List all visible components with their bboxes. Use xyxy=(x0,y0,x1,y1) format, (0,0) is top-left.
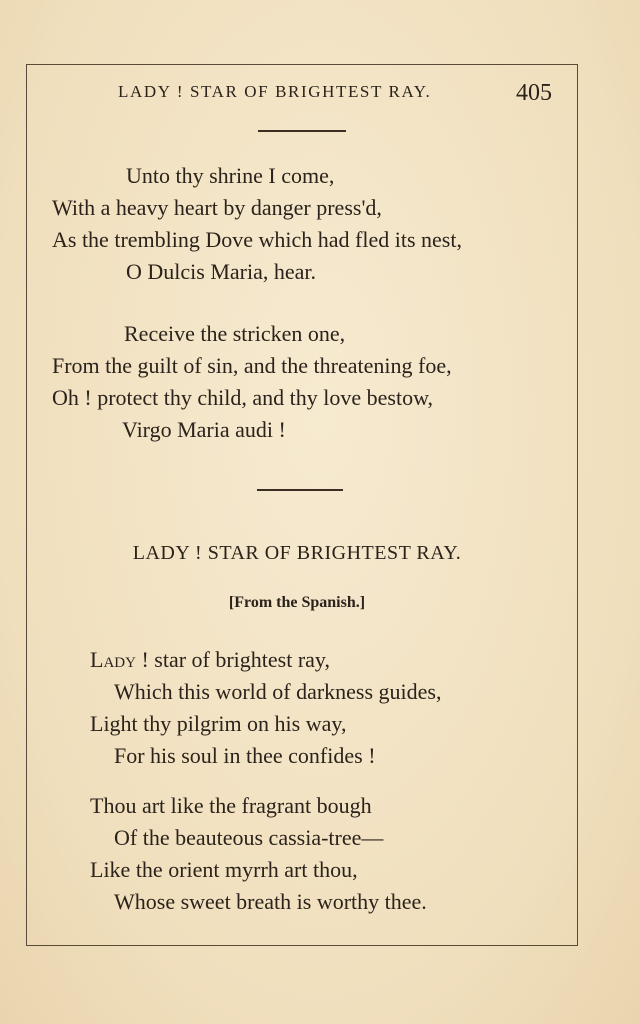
verse-line: For his soul in thee confides ! xyxy=(114,743,376,768)
verse-line: Which this world of darkness guides, xyxy=(114,679,442,704)
verse-line: From the guilt of sin, and the threatening foe, xyxy=(52,353,452,378)
verse-line: Oh ! protect thy child, and thy love bestow, xyxy=(52,385,434,410)
verse-line: O Dulcis Maria, hear. xyxy=(126,259,316,284)
page-header xyxy=(118,80,558,108)
poem-stanza-2 xyxy=(90,790,427,918)
verse-line: Thou art like the fragrant bough xyxy=(90,793,372,818)
verse-line: Like the orient myrrh art thou, xyxy=(90,857,358,882)
first-word: Lady xyxy=(90,647,136,672)
header-rule xyxy=(258,130,346,132)
verse-line: Receive the stricken one, xyxy=(124,321,346,346)
verse-line xyxy=(90,644,442,676)
stanza-1 xyxy=(52,160,462,288)
first-line-rest: ! star of brightest ray, xyxy=(135,647,331,672)
page-number: 405 xyxy=(516,80,552,106)
verse-line: Unto thy shrine I come, xyxy=(126,163,335,188)
section-rule xyxy=(257,489,343,491)
verse-line: Whose sweet breath is worthy thee. xyxy=(114,889,427,914)
verse-line: Light thy pilgrim on his way, xyxy=(90,711,347,736)
verse-line: Virgo Maria audi ! xyxy=(122,417,286,442)
verse-line: Of the beauteous cassia-tree— xyxy=(114,825,384,850)
poem-title: LADY ! STAR OF BRIGHTEST RAY. xyxy=(132,542,462,564)
poem-source: [From the Spanish.] xyxy=(228,594,366,611)
verse-line: As the trembling Dove which had fled its nest, xyxy=(52,227,462,252)
stanza-2 xyxy=(52,318,452,446)
poem-stanza-1 xyxy=(90,644,442,772)
running-title: LADY ! STAR OF BRIGHTEST RAY. xyxy=(118,82,432,101)
verse-line: With a heavy heart by danger press'd, xyxy=(52,195,382,220)
